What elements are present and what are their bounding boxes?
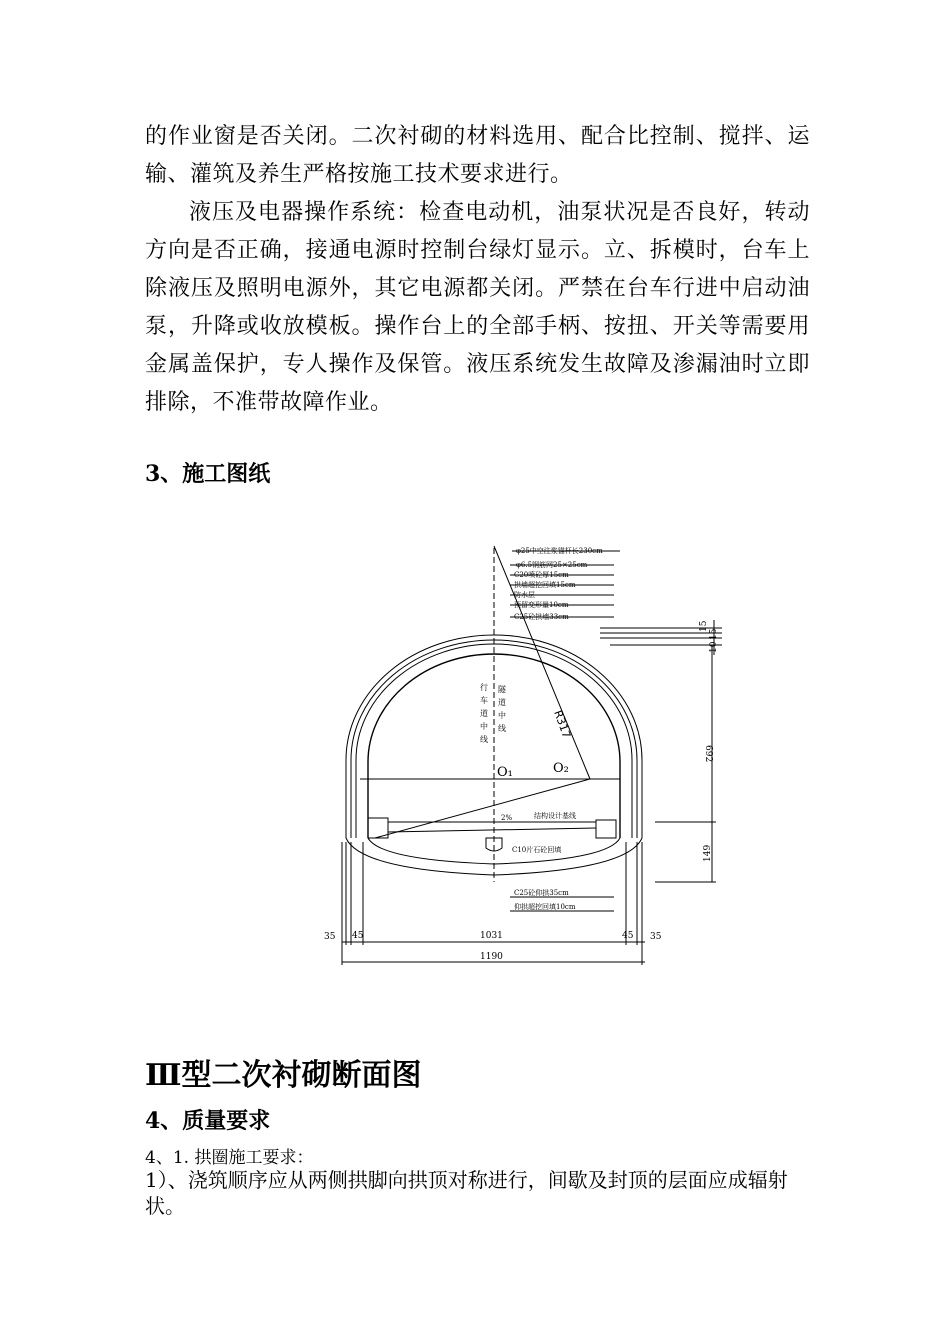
lane-center-char: 中 xyxy=(480,722,488,731)
subsection-4-1: 4、1. 拱圈施工要求： xyxy=(145,1148,314,1168)
dim-label: 15 xyxy=(709,628,719,640)
slope-label: 2% xyxy=(501,814,513,822)
dim-bottom-1031: 1031 xyxy=(480,931,503,941)
figure-title: Ⅲ型二次衬砌断面图 xyxy=(145,1058,422,1093)
tunnel-center-char: 线 xyxy=(498,724,506,733)
radius-label: R317 xyxy=(551,708,574,740)
invert-label: C25砼仰拱35cm xyxy=(514,889,569,897)
lane-center-char: 线 xyxy=(480,735,488,744)
layer-label: φ6.5钢筋网25×25cm xyxy=(516,561,588,569)
center-o2: O₂ xyxy=(553,761,569,776)
layer-label: C20喷砼厚15cm xyxy=(514,571,569,579)
dim-label: 15 xyxy=(699,620,709,632)
design-baseline-label: 结构设计基线 xyxy=(534,812,576,820)
lane-center-char: 车 xyxy=(480,696,488,705)
center-o1: O₁ xyxy=(497,765,513,780)
invert-label: 仰拱超挖回填10cm xyxy=(514,903,576,911)
lane-center-char: 道 xyxy=(480,709,488,718)
layer-label: 拱墙超挖回填15cm xyxy=(514,581,576,589)
item-1: 1）、浇筑顺序应从两侧拱脚向拱顶对称进行，间歇及封顶的层面应成辐射状。 xyxy=(145,1168,788,1218)
fill-label: C10片石砼回填 xyxy=(512,846,562,854)
layer-label: φ25中空注浆锚杆长230cm xyxy=(516,547,603,555)
tunnel-center-char: 中 xyxy=(498,711,506,720)
tunnel-center-char: 隧 xyxy=(498,685,506,694)
section-4-heading: 4、质量要求 xyxy=(145,1108,271,1134)
dim-bottom-45-left: 45 xyxy=(352,931,364,941)
lane-center-char: 行 xyxy=(480,683,488,692)
section-3-heading: 3、施工图纸 xyxy=(145,461,271,487)
dim-label: 10 xyxy=(709,641,719,653)
tunnel-cross-section-drawing xyxy=(300,535,740,975)
dim-label-149: 149 xyxy=(703,844,713,862)
paragraph-2: 液压及电器操作系统：检查电动机，油泵状况是否良好，转动方向是否正确，接通电源时控制台绿灯显示。立、拆模时，台车上除液压及照明电源外，其它电源都关闭。严禁在台车行进中启动油泵，升降或收放模板。操作台上的全部手柄、按扭、开关等需要用金属盖保护，专人操作及保管。液压系统发生故障及渗漏油时立即排除，不准带故障作业。 xyxy=(145,200,810,415)
dim-bottom-35-left: 35 xyxy=(324,932,336,942)
dim-label-692: 692 xyxy=(703,745,713,763)
road-surface-bottom xyxy=(388,828,596,832)
dim-bottom-45-right: 45 xyxy=(622,931,634,941)
dim-bottom-1190: 1190 xyxy=(480,952,503,962)
paragraph-1: 的作业窗是否关闭。二次衬砌的材料选用、配合比控制、搅拌、运输、灌筑及养生严格按施工技术要求进行。 xyxy=(145,124,810,187)
right-ditch xyxy=(596,820,616,838)
layer-label: C25砼拱墙33cm xyxy=(514,613,569,621)
layer-label: 防水层 xyxy=(514,591,535,599)
dim-bottom-35-right: 35 xyxy=(650,932,662,942)
tunnel-center-char: 道 xyxy=(498,698,506,707)
layer-label: 预留变形量10cm xyxy=(514,601,569,609)
